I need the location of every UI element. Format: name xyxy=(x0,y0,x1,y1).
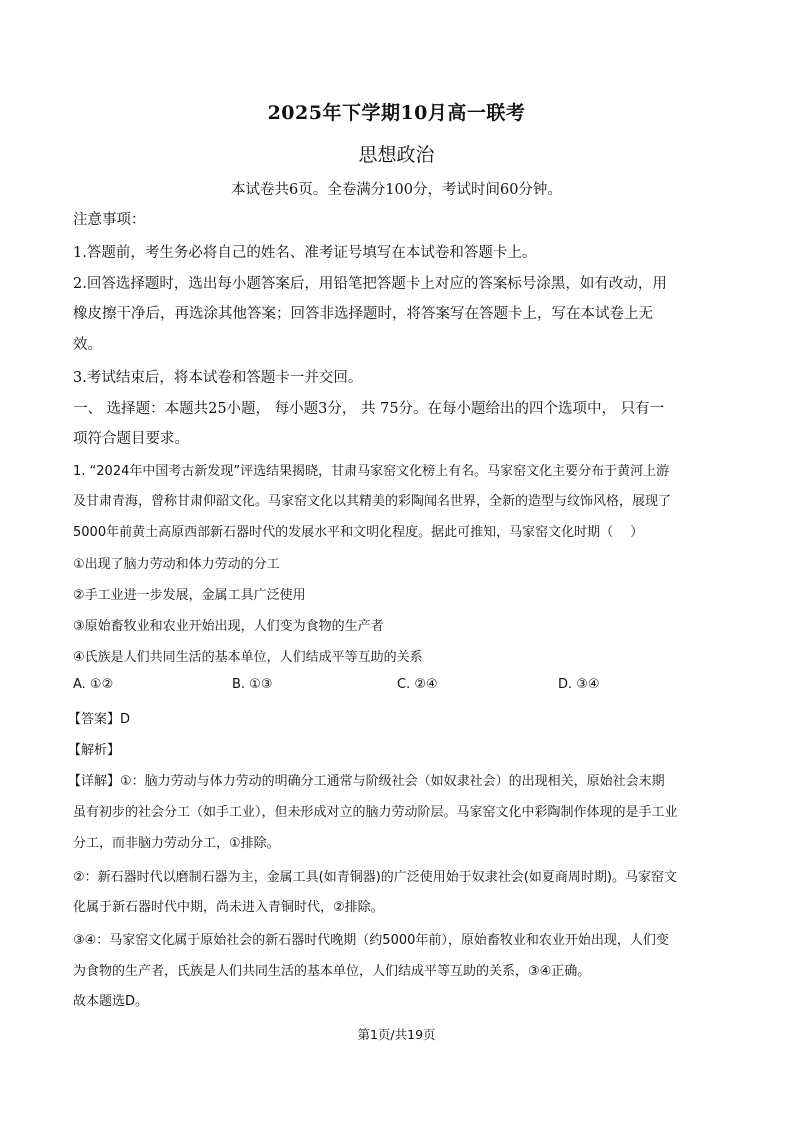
note-3: 3.考试结束后，将本试卷和答题卡一并交回。 xyxy=(73,370,363,386)
page-number: 第1页/共19页 xyxy=(357,1027,436,1042)
note-1: 1.答题前，考生务必将自己的姓名、准考证号填写在本试卷和答题卡上。 xyxy=(73,245,537,261)
option-c: C. ②④ xyxy=(397,677,438,692)
note-2-line-2: 橡皮擦干净后，再选涂其他答案；回答非选择题时，将答案写在答题卡上，写在本试卷上无 xyxy=(73,306,653,322)
exam-info: 本试卷共6页。全卷满分100分，考试时间60分钟。 xyxy=(231,182,562,198)
detail-line-1: 【详解】①：脑力劳动与体力劳动的明确分工通常与阶级社会（如奴隶社会）的出现相关，原始社会末期 xyxy=(68,774,665,789)
question-1-line-1: 1. “2024年中国考古新发现”评选结果揭晓，甘肃马家窑文化榜上有名。马家窑文化主要分布于黄河上游 xyxy=(73,464,670,479)
option-b: B. ①③ xyxy=(232,677,273,692)
subject-title: 思想政治 xyxy=(358,144,435,166)
analysis-label: 【解析】 xyxy=(68,743,121,758)
detail-line-2: 虽有初步的社会分工（如手工业），但未形成对立的脑力劳动阶层。马家窑文化中彩陶制作体现的是手工业 xyxy=(73,805,678,820)
statement-1: ①出现了脑力劳动和体力劳动的分工 xyxy=(73,557,280,572)
detail-line-3: 分工，而非脑力劳动分工，①排除。 xyxy=(73,836,280,851)
question-1-line-2: 及甘肃青海，曾称甘肃仰韶文化。马家窑文化以其精美的彩陶闻名世界，全新的造型与纹饰风格，展现了 xyxy=(73,494,672,509)
answer: 【答案】D xyxy=(68,712,131,727)
detail-line-7: 为食物的生产者，氏族是人们共同生活的基本单位，人们结成平等互助的关系，③④正确。 xyxy=(73,964,591,979)
option-a: A. ①② xyxy=(73,677,114,692)
statement-3: ③原始畜牧业和农业开始出现，人们变为食物的生产者 xyxy=(73,619,384,634)
note-2-line-1: 2.回答选择题时，选出每小题答案后，用铅笔把答题卡上对应的答案标号涂黑，如有改动，用 xyxy=(73,276,667,292)
section-heading-line-1: 一、 选择题：本题共25小题， 每小题3分， 共 75分。在每小题给出的四个选项中， 只有一 xyxy=(73,401,665,417)
exam-title: 2025年下学期10月高一联考 xyxy=(267,102,526,124)
notes-heading: 注意事项： xyxy=(73,212,146,228)
detail-line-4: ②：新石器时代以磨制石器为主，金属工具(如青铜器)的广泛使用始于奴隶社会(如夏商周时期)。马家窑文 xyxy=(73,870,677,885)
conclusion: 故本题选D。 xyxy=(73,994,149,1009)
question-1-line-3: 5000年前黄土高原西部新石器时代的发展水平和文明化程度。据此可推知，马家窑文化时期（ ） xyxy=(73,525,644,540)
detail-line-6: ③④：马家窑文化属于原始社会的新石器时代晚期（约5000年前），原始畜牧业和农业开始出现，人们变 xyxy=(73,933,669,948)
note-2-line-3: 效。 xyxy=(73,337,102,353)
option-d: D. ③④ xyxy=(558,677,600,692)
statement-2: ②手工业进一步发展，金属工具广泛使用 xyxy=(73,588,306,603)
detail-line-5: 化属于新石器时代中期，尚未进入青铜时代，②排除。 xyxy=(73,900,384,915)
statement-4: ④氏族是人们共同生活的基本单位，人们结成平等互助的关系 xyxy=(73,650,423,665)
section-heading-line-2: 项符合题目要求。 xyxy=(73,431,189,447)
